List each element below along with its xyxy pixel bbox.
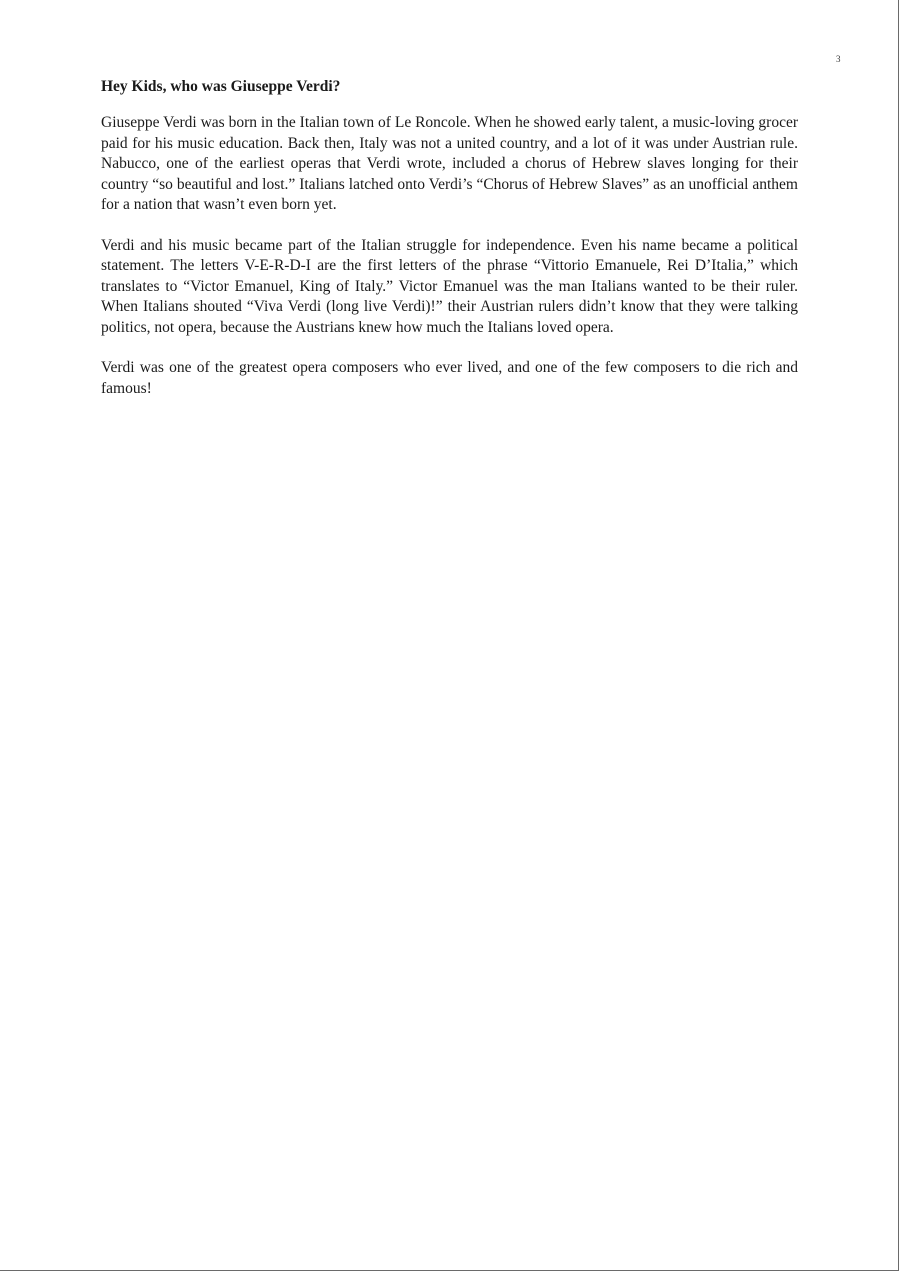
page-number: 3 xyxy=(836,54,841,64)
paragraph-1: Giuseppe Verdi was born in the Italian town of Le Roncole. When he showed early talent, a music-loving grocer paid for his music education. Back then, Italy was not a united country, and a lot of it was under Austrian rule. Nabucco, one of the earliest operas that Verdi wrote, included a chorus of Hebrew slaves longing for their country “so beautiful and lost.” Italians latched onto Verdi’s “Chorus of Hebrew Slaves” as an unofficial anthem for a nation that wasn’t even born yet. xyxy=(101,114,798,213)
paragraph-3: Verdi was one of the greatest opera composers who ever lived, and one of the few composers to die rich and famous! xyxy=(101,359,798,397)
section-heading: Hey Kids, who was Giuseppe Verdi? xyxy=(101,78,341,95)
paragraph-2: Verdi and his music became part of the Italian struggle for independence. Even his name became a political statement. The letters V-E-R-D-I are the first letters of the phrase “Vittorio Emanuele, Rei D’Italia,” which translates to “Victor Emanuel, King of Italy.” Victor Emanuel was the man Italians wanted to be their ruler. When Italians shouted “Viva Verdi (long live Verdi)!” their Austrian rulers didn’t know that they were talking politics, not opera, because the Austrians knew how much the Italians loved opera. xyxy=(101,236,798,336)
document-body xyxy=(101,78,798,419)
